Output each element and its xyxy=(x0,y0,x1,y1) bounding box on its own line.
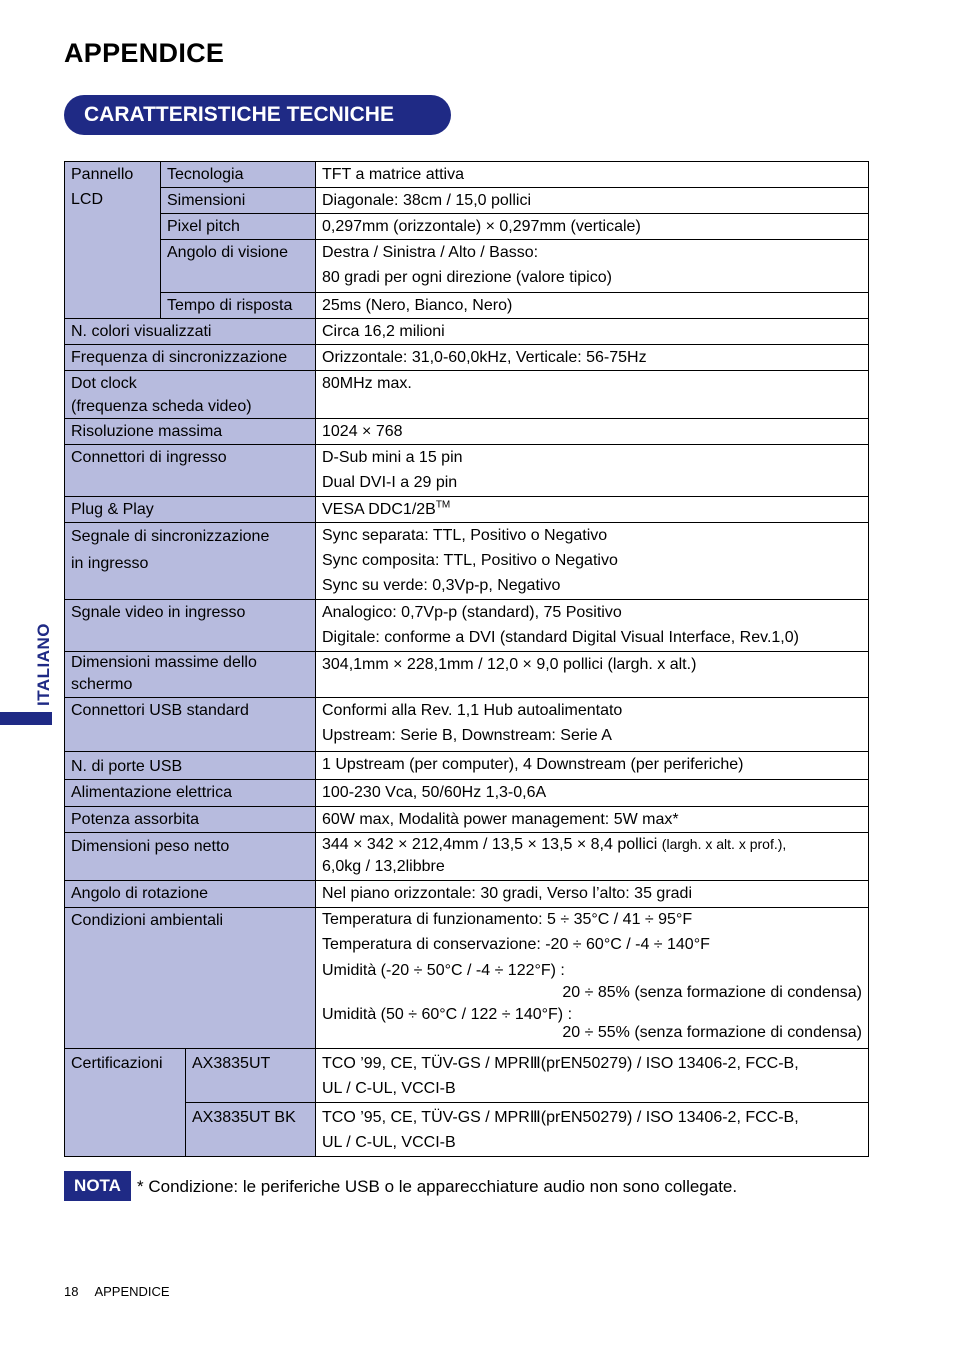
inputs-value: D-Sub mini a 15 pin Dual DVI-I a 29 pin xyxy=(316,445,869,497)
table-row xyxy=(65,600,869,652)
spec-table xyxy=(64,161,869,1157)
colors-value: Circa 16,2 milioni xyxy=(316,319,869,345)
usb-label: Connettori USB standard xyxy=(65,698,316,752)
section-heading: CARATTERISTICHE TECNICHE xyxy=(64,95,451,135)
power-supply-value: 100-230 Vca, 50/60Hz 1,3-0,6A xyxy=(316,780,869,807)
table-row xyxy=(65,188,869,214)
panel-response-label: Tempo di risposta xyxy=(161,293,316,319)
panel-tech-label: Tecnologia xyxy=(161,162,316,188)
certification-model-2: AX3835UT BK xyxy=(186,1103,316,1157)
language-tab-label: ITALIANO xyxy=(34,622,53,706)
table-row xyxy=(65,833,869,881)
table-row xyxy=(65,162,869,188)
table-row xyxy=(65,240,869,293)
table-row xyxy=(65,345,869,371)
table-row xyxy=(65,419,869,445)
note-text: * Condizione: le periferiche USB o le apparecchiature audio non sono collegate. xyxy=(137,1177,738,1196)
resolution-label: Risoluzione massima xyxy=(65,419,316,445)
power-consumption-label: Potenza assorbita xyxy=(65,807,316,833)
panel-pitch-label: Pixel pitch xyxy=(161,214,316,240)
video-input-label: Sgnale video in ingresso xyxy=(65,600,316,652)
video-input-value: Analogico: 0,7Vp-p (standard), 75 Positivo Digitale: conforme a DVI (standard Digital Visual Interface, Rev.1,0) xyxy=(316,600,869,652)
certification-value-1: TCO ’99, CE, TÜV-GS / MPRⅢ(prEN50279) / ISO 13406-2, FCC-B, UL / C-UL, VCCI-B xyxy=(316,1049,869,1103)
rotation-value: Nel piano orizzontale: 30 gradi, Verso l’alto: 35 gradi xyxy=(316,881,869,908)
table-row xyxy=(65,445,869,497)
note-badge: NOTA xyxy=(64,1171,131,1201)
table-row xyxy=(65,497,869,523)
sync-input-label: Segnale di sincronizzazione in ingresso xyxy=(65,523,316,600)
panel-size-value: Diagonale: 38cm / 15,0 pollici xyxy=(316,188,869,214)
language-tab-marker xyxy=(0,712,52,725)
plug-play-value: VESA DDC1/2B™ xyxy=(316,497,869,523)
sync-freq-label: Frequenza di sincronizzazione xyxy=(65,345,316,371)
power-consumption-value: 60W max, Modalità power management: 5W max* xyxy=(316,807,869,833)
dot-clock-label: Dot clock (frequenza scheda video) xyxy=(65,371,316,419)
certifications-label: Certificazioni xyxy=(65,1049,186,1157)
table-row xyxy=(65,319,869,345)
power-supply-label: Alimentazione elettrica xyxy=(65,780,316,807)
screen-size-label: Dimensioni massime dello schermo xyxy=(65,652,316,698)
usb-ports-value: 1 Upstream (per computer), 4 Downstream (per periferiche) xyxy=(316,752,869,780)
table-row xyxy=(65,752,869,780)
table-row xyxy=(65,780,869,807)
table-row xyxy=(65,293,869,319)
panel-size-label: Simensioni xyxy=(161,188,316,214)
panel-angle-value: Destra / Sinistra / Alto / Basso: 80 gradi per ogni direzione (valore tipico) xyxy=(316,240,869,293)
environment-label: Condizioni ambientali xyxy=(65,908,316,1049)
panel-angle-label: Angolo di visione xyxy=(161,240,316,293)
table-row xyxy=(65,371,869,419)
certification-model-1: AX3835UT xyxy=(186,1049,316,1103)
page-footer xyxy=(64,1284,186,1299)
table-row xyxy=(65,1103,869,1157)
panel-response-value: 25ms (Nero, Bianco, Nero) xyxy=(316,293,869,319)
table-row xyxy=(65,214,869,240)
sync-freq-value: Orizzontale: 31,0-60,0kHz, Verticale: 56-75Hz xyxy=(316,345,869,371)
table-row xyxy=(65,881,869,908)
dimensions-label: Dimensioni peso netto xyxy=(65,833,316,881)
dot-clock-value: 80MHz max. xyxy=(316,371,869,419)
plug-play-label: Plug & Play xyxy=(65,497,316,523)
table-row xyxy=(65,698,869,752)
table-row xyxy=(65,807,869,833)
sync-input-value: Sync separata: TTL, Positivo o Negativo Sync composita: TTL, Positivo o Negativo Sync su verde: 0,3Vp-p, Negativo xyxy=(316,523,869,600)
dimensions-value: 344 × 342 × 212,4mm / 13,5 × 13,5 × 8,4 pollici (largh. x alt. x prof.), 6,0kg / 13,2libbre xyxy=(316,833,869,881)
table-row xyxy=(65,1049,869,1103)
environment-value: Temperatura di funzionamento: 5 ÷ 35°C / 41 ÷ 95°F Temperatura di conservazione: -20 ÷ 60°C / -4 ÷ 140°F Umidità (-20 ÷ 50°C / -4 ÷ 122°F) : 20 ÷ 85% (senza formazione di condensa) Umidità (50 ÷ 60°C / 122 ÷ 140°F) : 20 ÷ 55% (senza formazione di condensa) xyxy=(316,908,869,1049)
panel-label: Pannello LCD xyxy=(65,162,161,319)
inputs-label: Connettori di ingresso xyxy=(65,445,316,497)
page-title: APPENDICE xyxy=(64,38,225,68)
certification-value-2: TCO ’95, CE, TÜV-GS / MPRⅢ(prEN50279) / ISO 13406-2, FCC-B, UL / C-UL, VCCI-B xyxy=(316,1103,869,1157)
screen-size-value: 304,1mm × 228,1mm / 12,0 × 9,0 pollici (largh. x alt.) xyxy=(316,652,869,698)
usb-value: Conformi alla Rev. 1,1 Hub autoalimentato Upstream: Serie B, Downstream: Serie A xyxy=(316,698,869,752)
panel-pitch-value: 0,297mm (orizzontale) × 0,297mm (verticale) xyxy=(316,214,869,240)
page-number: 18 xyxy=(64,1284,79,1299)
resolution-value: 1024 × 768 xyxy=(316,419,869,445)
table-row xyxy=(65,908,869,1049)
panel-tech-value: TFT a matrice attiva xyxy=(316,162,869,188)
rotation-label: Angolo di rotazione xyxy=(65,881,316,908)
trademark-mark: TM xyxy=(435,499,451,511)
usb-ports-label: N. di porte USB xyxy=(65,752,316,780)
table-row xyxy=(65,523,869,600)
table-row xyxy=(65,652,869,698)
footer-section: APPENDICE xyxy=(94,1284,170,1299)
colors-label: N. colori visualizzati xyxy=(65,319,316,345)
